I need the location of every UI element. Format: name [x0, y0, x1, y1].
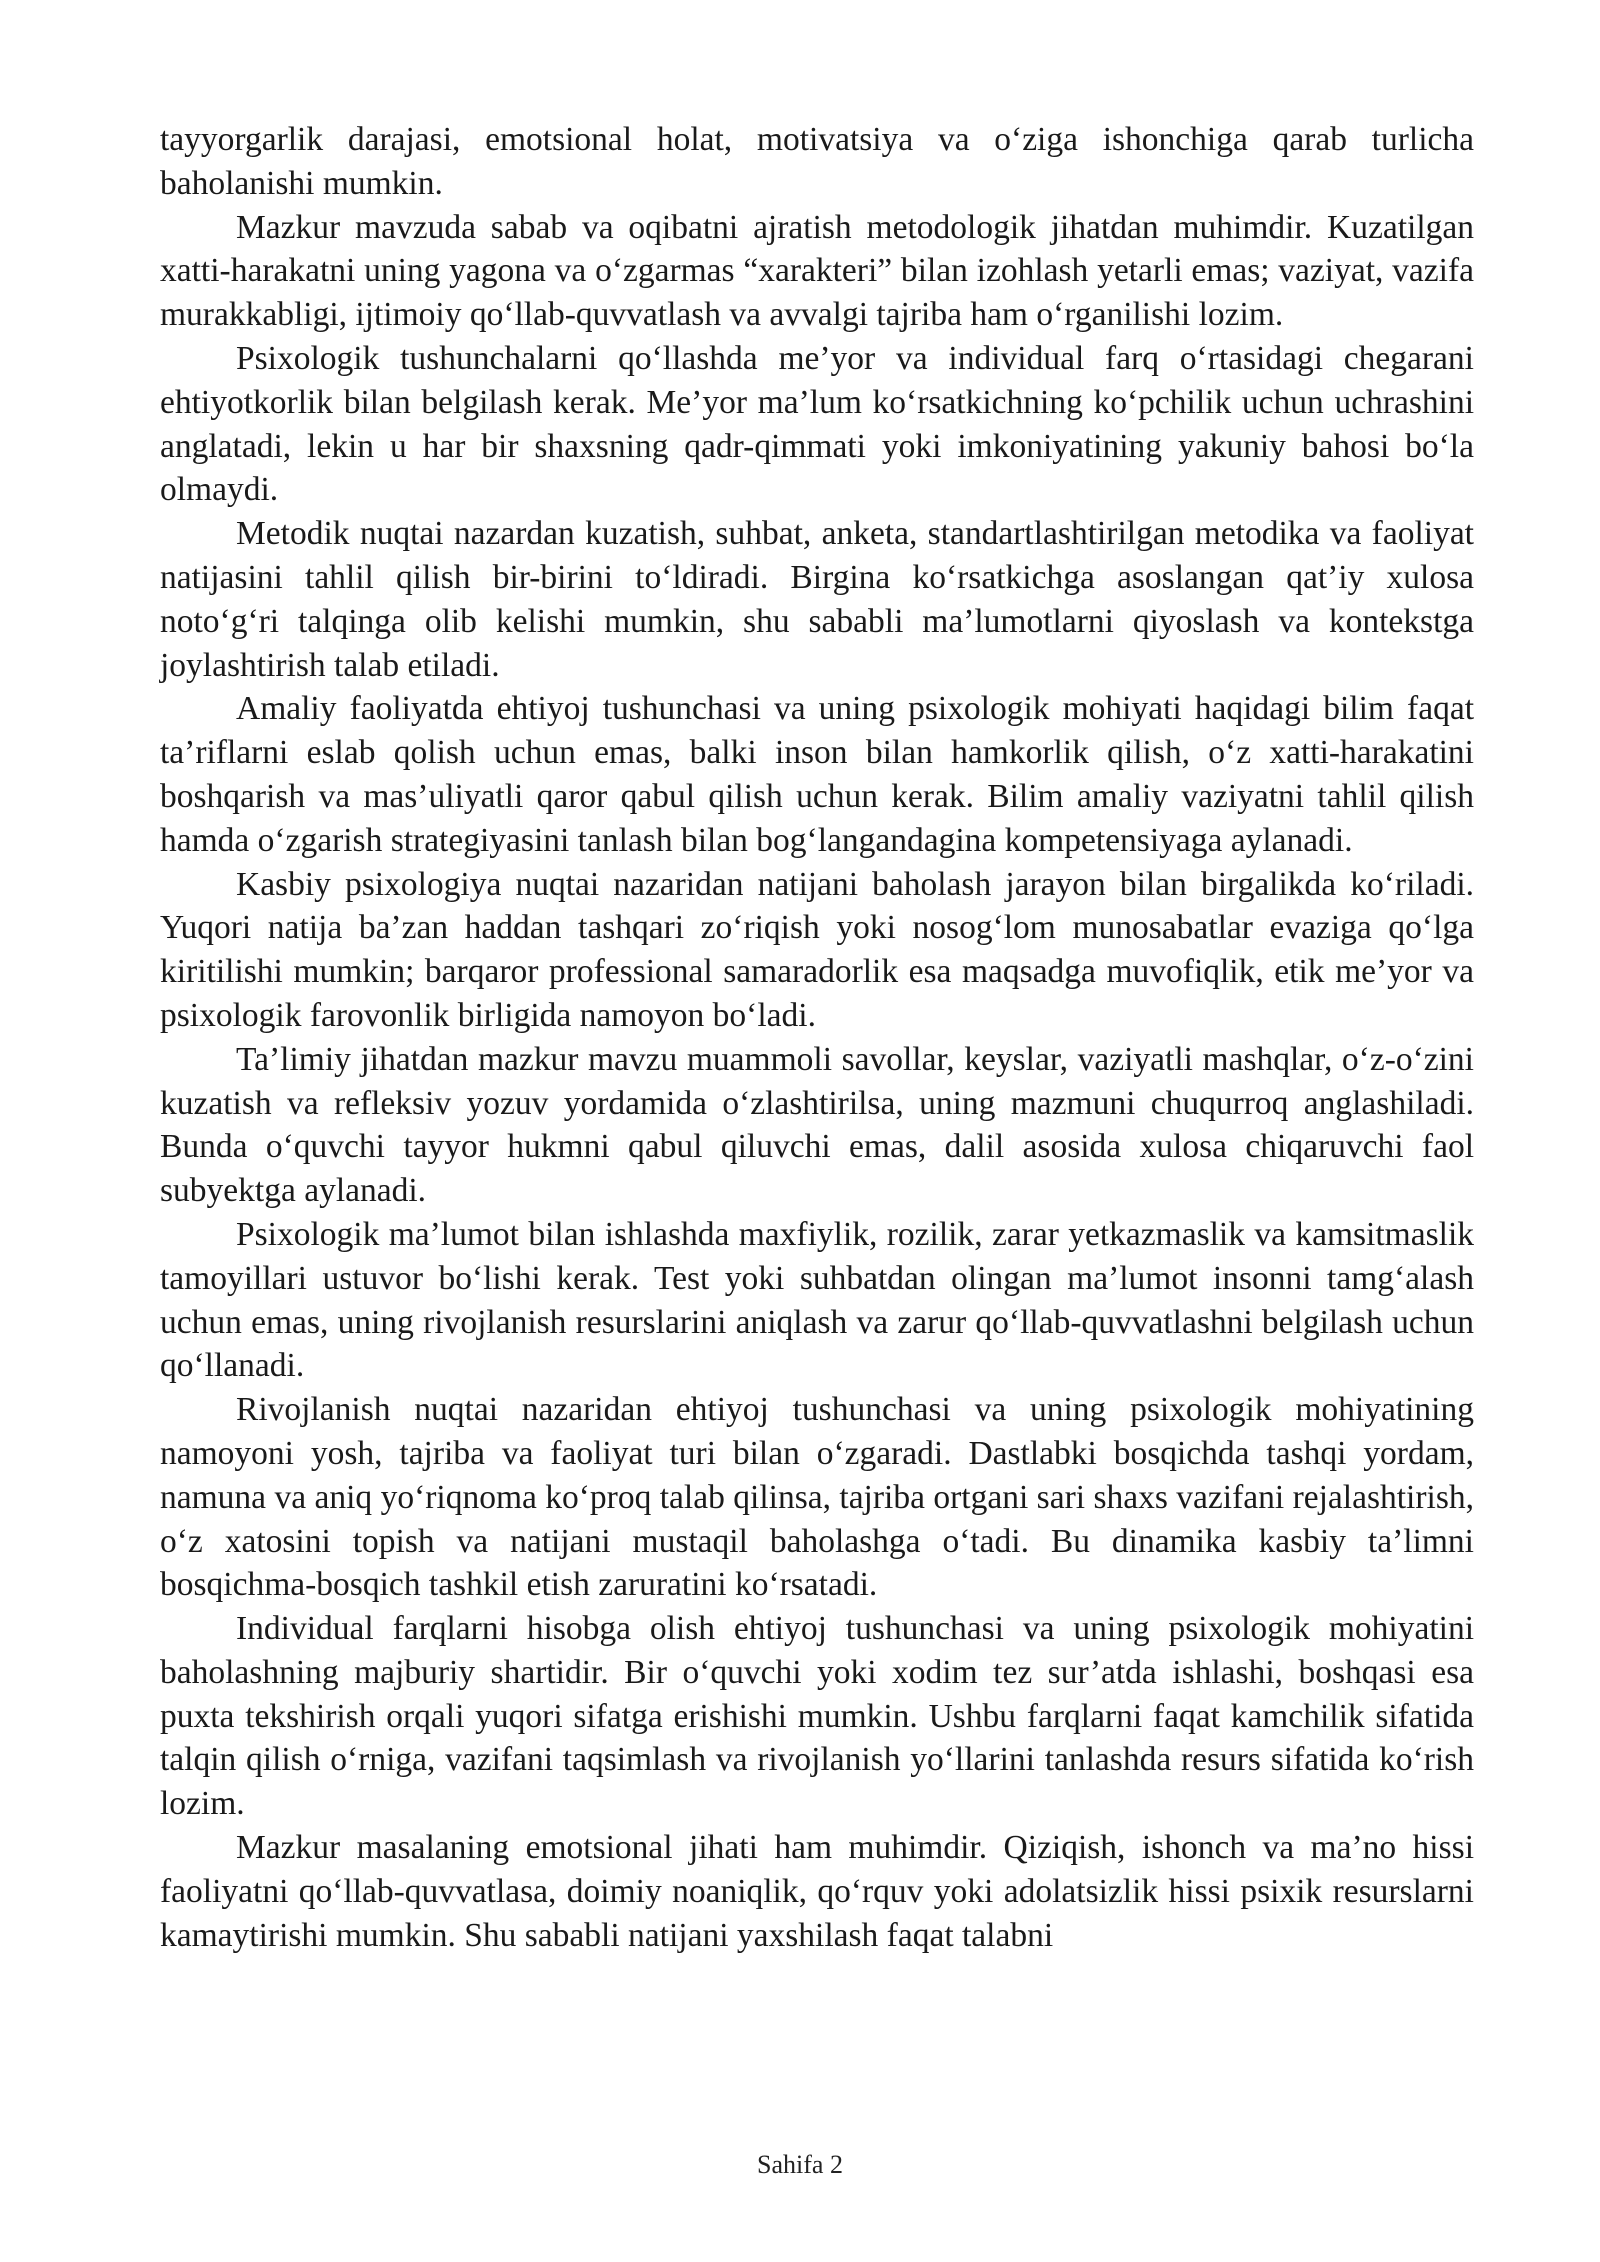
paragraph-5: Amaliy faoliyatda ehtiyoj tushunchasi va uning psixologik mohiyati haqidagi bilim faqat ta’riflarni eslab qolish uchun emas, balki inson bilan hamkorlik qilish, o‘z xatti-harakatini boshqarish va mas’uliyatli qaror qabul qilish uchun kerak. Bilim amaliy vaziyatni tahlil qilish hamda o‘zgarish strategiyasini tanlash bilan bog‘langandagina kompetensiyaga aylanadi.: [160, 690, 1474, 859]
paragraph-10: Individual farqlarni hisobga olish ehtiyoj tushunchasi va uning psixologik mohiyatini baholashning majburiy shartidir. Bir o‘quvchi yoki xodim tez sur’atda ishlashi, boshqasi esa puxta tekshirish orqali yuqori sifatga erishishi mumkin. Ushbu farqlarni faqat kamchilik sifatida talqin qilish o‘rniga, vazifani taqsimlash va rivojlanish yo‘llarini tanlashda resurs sifatida ko‘rish lozim.: [160, 1610, 1474, 1823]
paragraph-8: Psixologik ma’lumot bilan ishlashda maxfiylik, rozilik, zarar yetkazmaslik va kamsitmaslik tamoyillari ustuvor bo‘lishi kerak. Test yoki suhbatdan olingan ma’lumot insonni tamg‘alash uchun emas, uning rivojlanish resurslarini aniqlash va zarur qo‘llab-quvvatlashni belgilash uchun qo‘llanadi.: [160, 1215, 1474, 1385]
page-number: Sahifa 2: [757, 2150, 843, 2179]
paragraph-7: Ta’limiy jihatdan mazkur mavzu muammoli savollar, keyslar, vaziyatli mashqlar, o‘z-o‘zini kuzatish va refleksiv yozuv yordamida o‘zlashtirilsa, uning mazmuni chuqurroq anglashiladi. Bunda o‘quvchi tayyor hukmni qabul qiluvchi emas, dalil asosida xulosa chiqaruvchi faol subyektga aylanadi.: [160, 1040, 1474, 1210]
paragraph-4: Metodik nuqtai nazardan kuzatish, suhbat, anketa, standartlashtirilgan metodika va faoliyat natijasini tahlil qilish bir-birini to‘ldiradi. Birgina ko‘rsatkichga asoslangan qat’iy xulosa noto‘g‘ri talqinga olib kelishi mumkin, shu sababli ma’lumotlarni qiyoslash va kontekstga joylashtirish talab etiladi.: [160, 515, 1474, 684]
paragraph-9: Rivojlanish nuqtai nazaridan ehtiyoj tushunchasi va uning psixologik mohiyatining namoyoni yosh, tajriba va faoliyat turi bilan o‘zgaradi. Dastlabki bosqichda tashqi yordam, namuna va aniq yo‘riqnoma ko‘proq talab qilinsa, tajriba ortgani sari shaxs vazifani rejalashtirish, o‘z xatosini topish va natijani mustaqil baholashga o‘tadi. Bu dinamika kasbiy ta’limni bosqichma-bosqich tashkil etish zaruratini ko‘rsatadi.: [160, 1391, 1474, 1604]
paragraph-6: Kasbiy psixologiya nuqtai nazaridan natijani baholash jarayon bilan birgalikda ko‘riladi. Yuqori natija ba’zan haddan tashqari zo‘riqish yoki nosog‘lom munosabatlar evaziga qo‘lga kiritilishi mumkin; barqaror professional samaradorlik esa maqsadga muvofiqlik, etik me’yor va psixologik farovonlik birligida namoyon bo‘ladi.: [160, 865, 1474, 1034]
paragraph-2: Mazkur mavzuda sabab va oqibatni ajratish metodologik jihatdan muhimdir. Kuzatilgan xatti-harakatni uning yagona va o‘zgarmas “xarakteri” bilan izohlash yetarli emas; vaziyat, vazifa murakkabligi, ijtimoiy qo‘llab-quvvatlash va avvalgi tajriba ham o‘rganilishi lozim.: [160, 208, 1474, 334]
paragraph-3: Psixologik tushunchalarni qo‘llashda me’yor va individual farq o‘rtasidagi chegarani ehtiyotkorlik bilan belgilash kerak. Me’yor ma’lum ko‘rsatkichning ko‘pchilik uchun uchrashini anglatadi, lekin u har bir shaxsning qadr-qimmati yoki imkoniyatining yakuniy bahosi bo‘la olmaydi.: [160, 339, 1474, 509]
paragraph-11: Mazkur masalaning emotsional jihati ham muhimdir. Qiziqish, ishonch va ma’no hissi faoliyatni qo‘llab-quvvatlasa, doimiy noaniqlik, qo‘rquv yoki adolatsizlik hissi psixik resurslarni kamaytirishi mumkin. Shu sababli natijani yaxshilash faqat talabni: [160, 1829, 1474, 1954]
body-text: [160, 118, 1474, 1957]
paragraph-1: tayyorgarlik darajasi, emotsional holat, motivatsiya va o‘ziga ishonchiga qarab turlicha baholanishi mumkin.: [160, 121, 1474, 202]
